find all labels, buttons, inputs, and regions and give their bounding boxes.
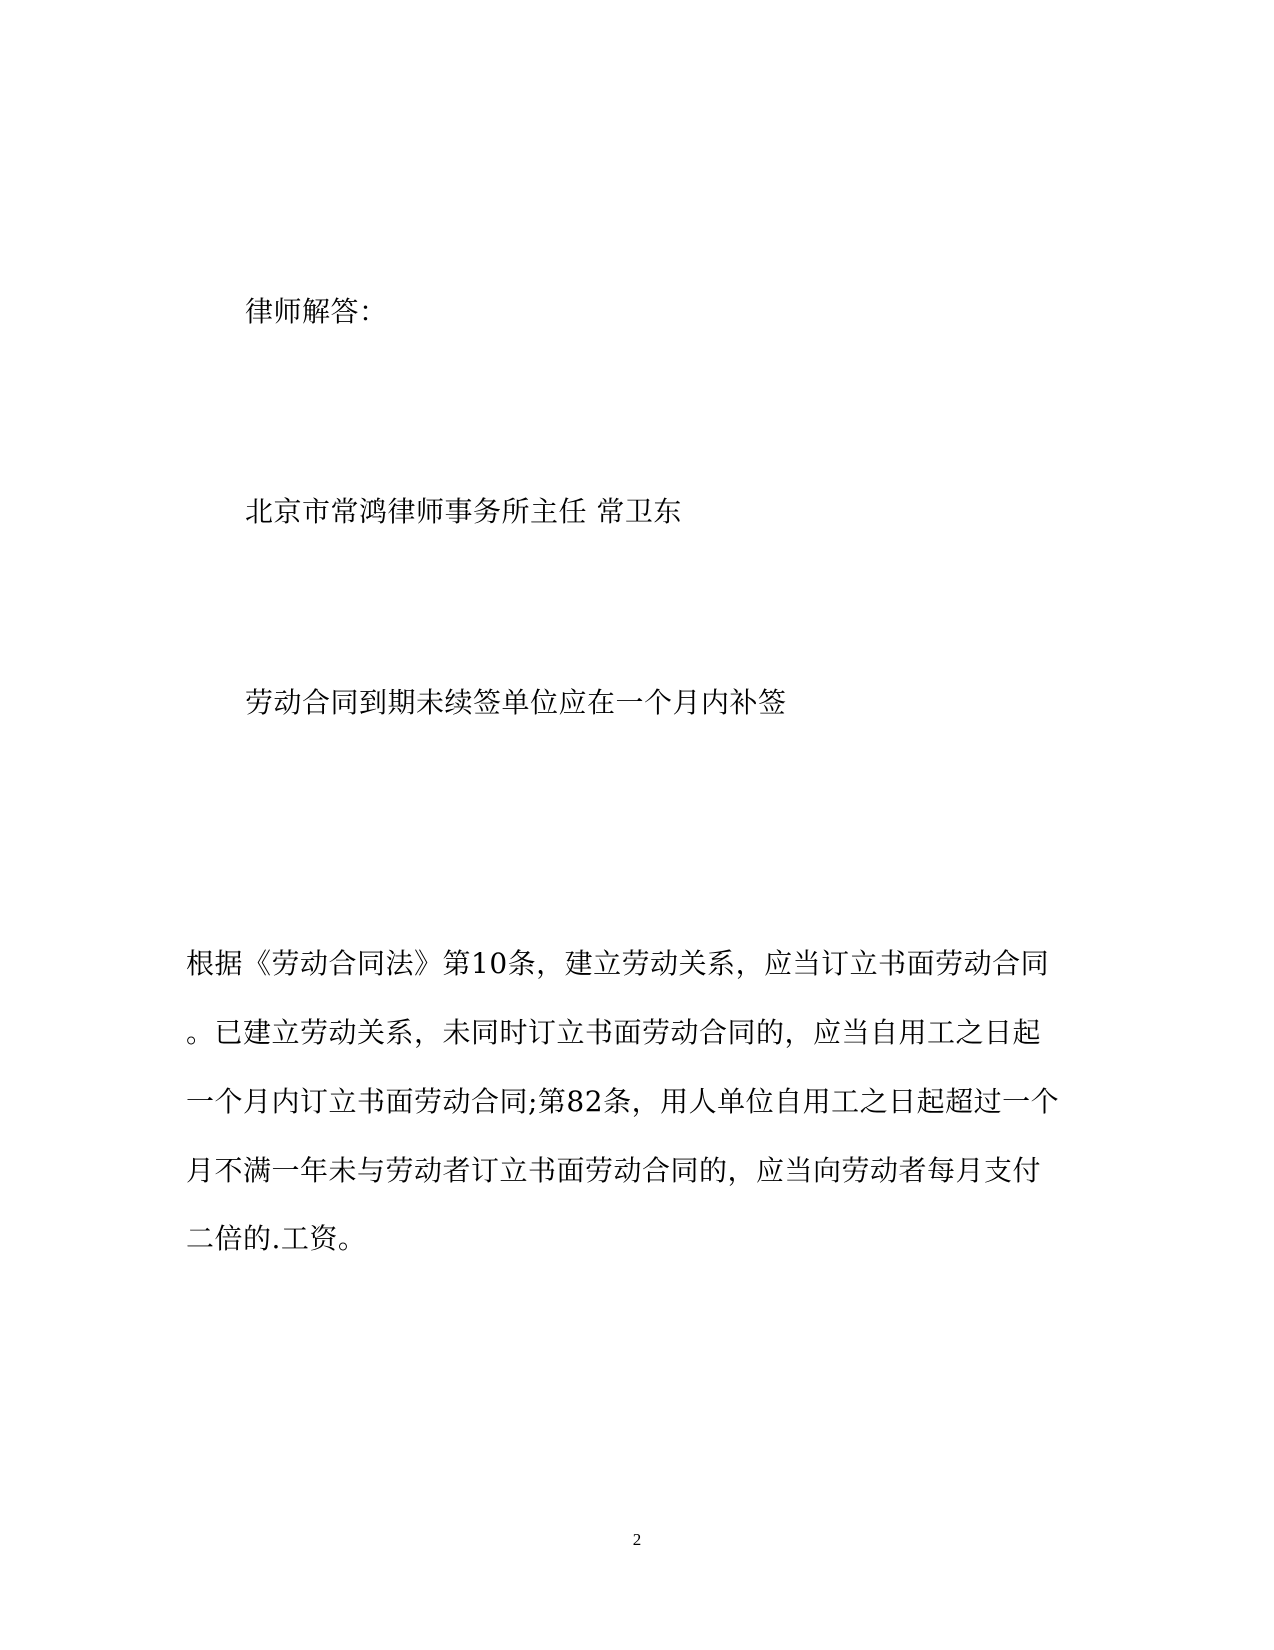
page-number: 2 <box>632 1530 642 1549</box>
paragraph-line: 月不满一年未与劳动者订立书面劳动合同的，应当向劳动者每月支付 <box>186 1154 1042 1187</box>
paragraph-line: 一个月内订立书面劳动合同;第82条，用人单位自用工之日起超过一个 <box>186 1085 1060 1118</box>
paragraph-line: 二倍的.工资。 <box>186 1222 367 1255</box>
paragraph-line: 。已建立劳动关系，未同时订立书面劳动合同的，应当自用工之日起 <box>186 1016 1042 1049</box>
section-subtitle: 劳动合同到期未续签单位应在一个月内补签 <box>245 686 787 719</box>
paragraph-line: 根据《劳动合同法》第10条，建立劳动关系，应当订立书面劳动合同 <box>186 947 1050 980</box>
answer-heading: 律师解答： <box>245 295 388 328</box>
author-line: 北京市常鸿律师事务所主任 常卫东 <box>245 495 682 528</box>
